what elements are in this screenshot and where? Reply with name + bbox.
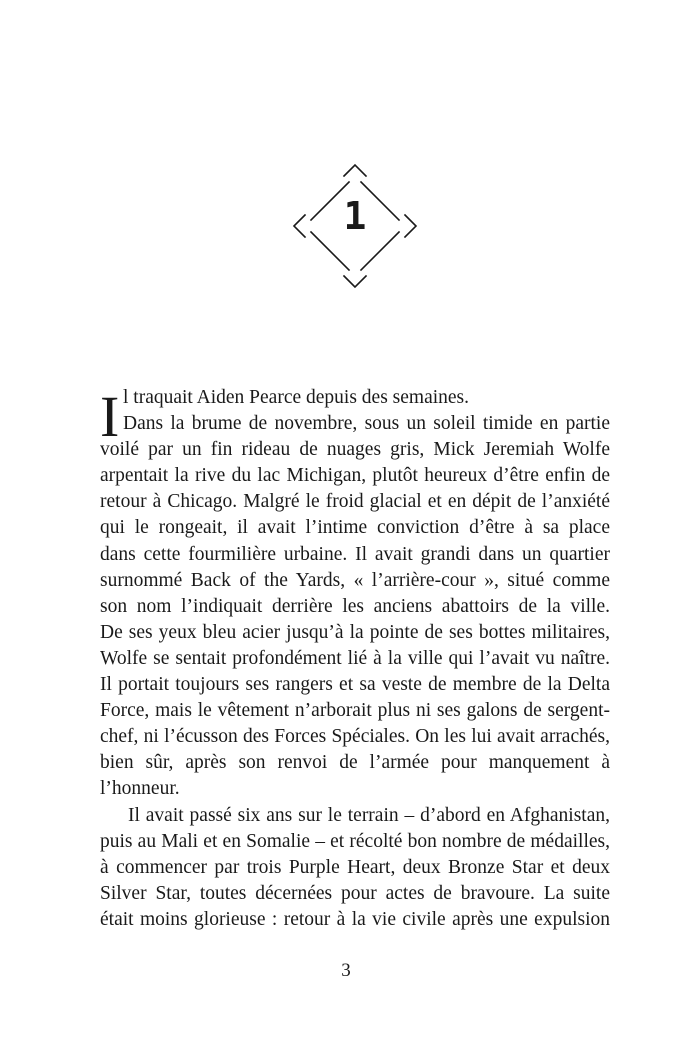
text-line: Il avait passé six ans sur le terrain – d’abord en Afghanistan, <box>128 804 610 826</box>
drop-cap: I <box>100 384 120 449</box>
text-line: surnommé Back of the Yards, « l’arrière-cour », situé comme <box>100 569 610 591</box>
text-line: l’honneur. <box>100 778 180 800</box>
text-line: retour à Chicago. Malgré le froid glacial et en dépit de l’anxiété <box>100 491 610 513</box>
text-line: qui le rongeait, il avait l’intime conviction d’être à sa place <box>100 517 610 539</box>
text-line: était moins glorieuse : retour à la vie civile après une expulsion <box>100 908 610 930</box>
text-line: arpentait la rive du lac Michigan, plutôt heureux d’être enfin de <box>100 465 610 487</box>
text-line: De ses yeux bleu acier jusqu’à la pointe de ses bottes militaires, <box>100 621 610 643</box>
text-line: puis au Mali et en Somalie – et récolté bon nombre de médailles, <box>100 830 610 852</box>
text-line: Wolfe se sentait profondément lié à la ville qui l’avait vu naître. <box>100 647 610 669</box>
text-line: Force, mais le vêtement n’arborait plus ni ses galons de sergent- <box>100 700 610 722</box>
text-line: son nom l’indiquait derrière les anciens abattoirs de la ville. <box>100 595 610 617</box>
text-line: Il portait toujours ses rangers et sa veste de membre de la Delta <box>100 674 610 696</box>
text-line: chef, ni l’écusson des Forces Spéciales. On les lui avait arrachés, <box>100 726 610 748</box>
page-number: 3 <box>341 960 351 981</box>
text-line: bien sûr, après son renvoi de l’armée pour manquement à <box>100 752 610 774</box>
chapter-number: 1 <box>343 194 367 238</box>
text-line: Dans la brume de novembre, sous un soleil timide en partie <box>123 413 610 435</box>
text-line: dans cette fourmilière urbaine. Il avait grandi dans un quartier <box>100 543 610 565</box>
text-line: à commencer par trois Purple Heart, deux Bronze Star et deux <box>100 856 610 878</box>
text-line: Silver Star, toutes décernées pour actes de bravoure. La suite <box>100 882 610 904</box>
text-line: l traquait Aiden Pearce depuis des semaines. <box>123 387 470 408</box>
body-text <box>100 385 610 933</box>
text-line: voilé par un fin rideau de nuages gris, Mick Jeremiah Wolfe <box>100 439 610 461</box>
